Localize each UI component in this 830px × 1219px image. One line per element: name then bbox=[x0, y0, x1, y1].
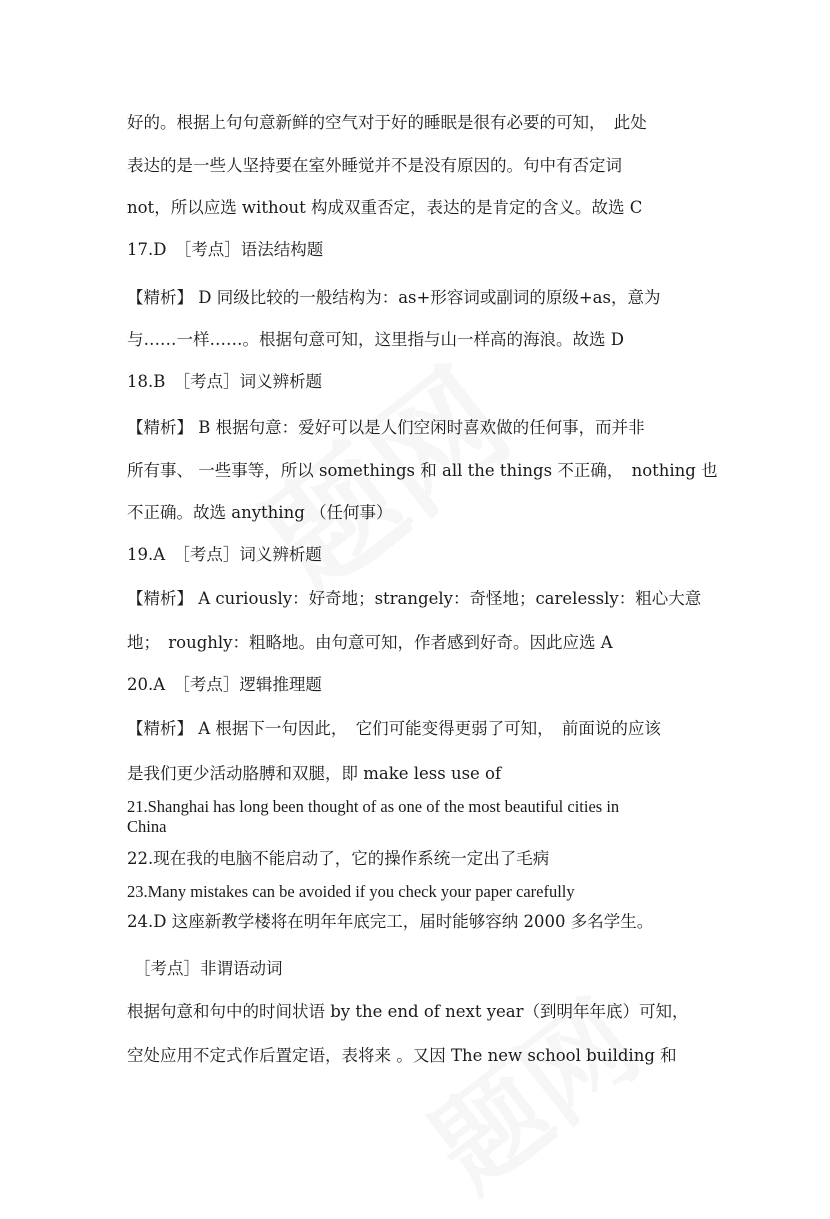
text-line: not，所以应选 without 构成双重否定，表达的是肯定的含义。故选 C bbox=[127, 198, 643, 217]
analysis-line: 【精析】 A 根据下一句因此， 它们可能变得更弱了可知， 前面说的应该 bbox=[127, 719, 661, 738]
question-heading: 18.B ［考点］词义辨析题 bbox=[127, 372, 323, 391]
answer-line: China bbox=[127, 817, 167, 836]
answer-line: 22.现在我的电脑不能启动了，它的操作系统一定出了毛病 bbox=[127, 849, 550, 868]
analysis-line: 【精析】 A curiously：好奇地；strangely：奇怪地；carelessly：粗心大意 bbox=[127, 589, 702, 608]
text-line: 根据句意和句中的时间状语 by the end of next year（到明年年底）可知， bbox=[127, 1002, 689, 1021]
text-line: 地； roughly：粗略地。由句意可知，作者感到好奇。因此应选 A bbox=[127, 633, 613, 652]
text-line: 不正确。故选 anything （任何事） bbox=[127, 503, 393, 522]
text-line: 空处应用不定式作后置定语，表将来 。又因 The new school building 和 bbox=[127, 1046, 677, 1065]
text-line: 是我们更少活动胳膊和双腿，即 make less use of bbox=[127, 764, 502, 783]
analysis-line: 【精析】 B 根据句意：爱好可以是人们空闲时喜欢做的任何事，而并非 bbox=[127, 418, 645, 437]
analysis-line: 【精析】 D 同级比较的一般结构为：as+形容词或副词的原级+as，意为 bbox=[127, 288, 661, 307]
question-heading: 17.D ［考点］语法结构题 bbox=[127, 240, 324, 259]
question-heading: 24.D 这座新教学楼将在明年年底完工，届时能够容纳 2000 多名学生。 bbox=[127, 912, 654, 931]
topic-label: ［考点］非谓语动词 bbox=[134, 959, 283, 978]
text-line: 表达的是一些人坚持要在室外睡觉并不是没有原因的。句中有否定词 bbox=[127, 156, 622, 175]
text-line: 好的。根据上句句意新鲜的空气对于好的睡眠是很有必要的可知， 此处 bbox=[127, 113, 647, 132]
answer-line: 21.Shanghai has long been thought of as one of the most beautiful cities in bbox=[127, 797, 620, 816]
text-line: 所有事、 一些事等，所以 somethings 和 all the things 不正确， nothing 也 bbox=[127, 461, 718, 480]
watermark-2 bbox=[395, 959, 666, 1219]
question-heading: 20.A ［考点］逻辑推理题 bbox=[127, 675, 322, 694]
answer-line: 23.Many mistakes can be avoided if you check your paper carefully bbox=[127, 882, 575, 901]
text-line: 与……一样……。根据句意可知，这里指与山一样高的海浪。故选 D bbox=[127, 330, 624, 349]
question-heading: 19.A ［考点］词义辨析题 bbox=[127, 545, 322, 564]
